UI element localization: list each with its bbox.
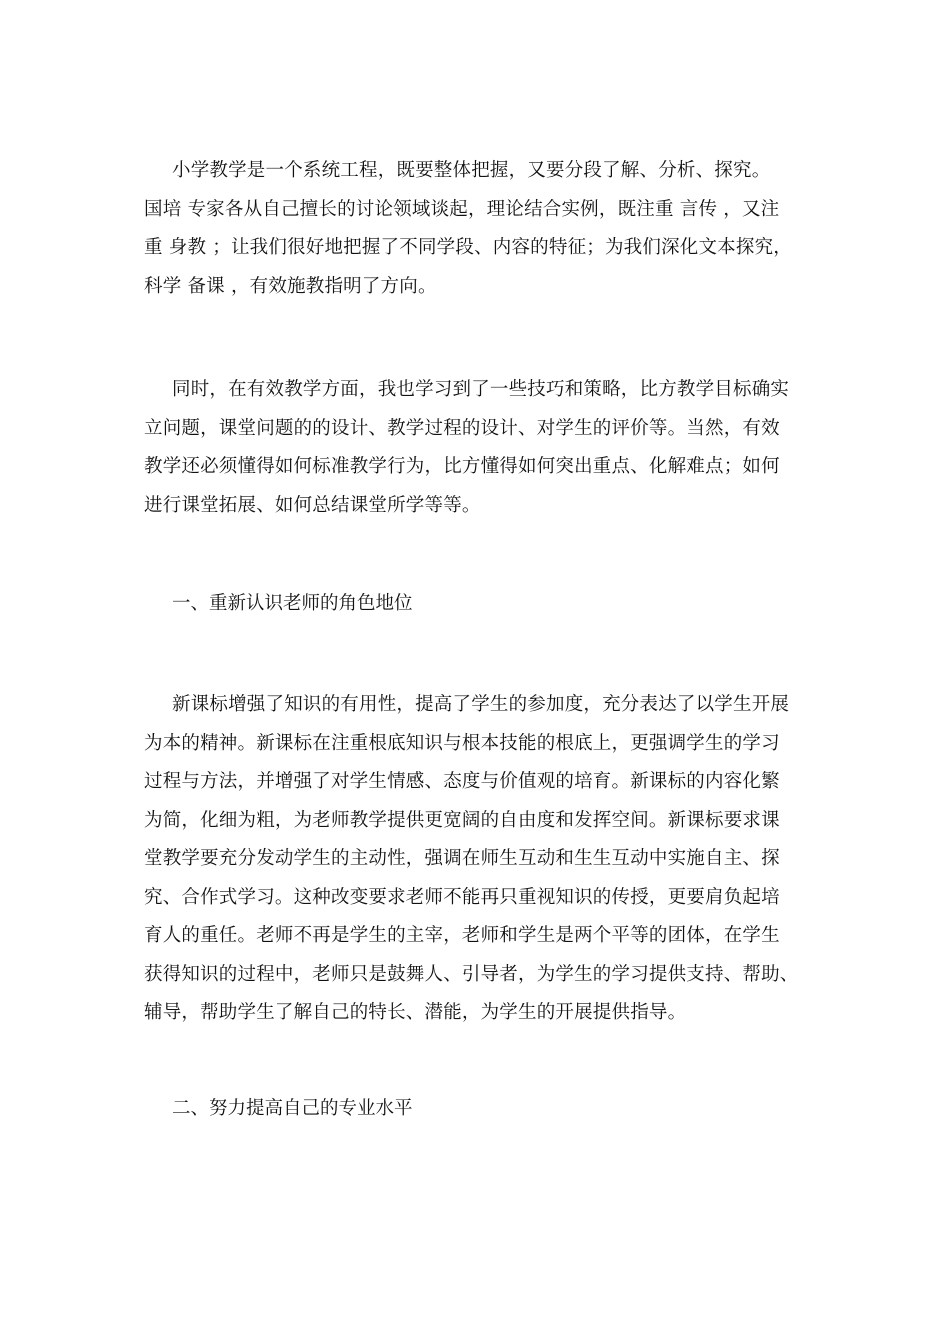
- paragraph-line: 堂教学要充分发动学生的主动性，强调在师生互动和生生互动中实施自主、探: [144, 848, 780, 869]
- paragraph-line: 育人的重任。老师不再是学生的主宰，老师和学生是两个平等的团体，在学生: [144, 925, 780, 946]
- paragraph-line: 辅导，帮助学生了解自己的特长、潜能，为学生的开展提供指导。: [144, 1002, 687, 1023]
- paragraph-effective-teaching: [144, 371, 812, 525]
- paragraph-line: 为本的精神。新课标在注重根底知识与根本技能的根底上，更强调学生的学习: [144, 732, 780, 754]
- paragraph-line: 重 身教 ；让我们很好地把握了不同学段、内容的特征；为我们深化文本探究，: [144, 237, 792, 258]
- paragraph-line: 小学教学是一个系统工程，既要整体把握，又要分段了解、分析、探究。: [172, 160, 771, 181]
- paragraph-line: 新课标增强了知识的有用性，提高了学生的参加度，充分表达了以学生开展: [172, 694, 790, 715]
- section-heading-2: 二、努力提高自己的专业水平: [172, 1098, 413, 1119]
- section-heading-1: 一、重新认识老师的角色地位: [172, 593, 413, 614]
- paragraph-line: 同时，在有效教学方面，我也学习到了一些技巧和策略，比方教学目标确实: [172, 379, 790, 400]
- paragraph-line: 教学还必须懂得如何标准教学行为，比方懂得如何突出重点、化解难点；如何: [144, 456, 780, 477]
- paragraph-line: 为简，化细为粗，为老师教学提供更宽阔的自由度和发挥空间。新课标要求课: [144, 809, 780, 831]
- paragraph-line: 究、合作式学习。这种改变要求老师不能再只重视知识的传授，更要肩负起培: [144, 886, 780, 908]
- paragraph-new-curriculum: [144, 686, 812, 1033]
- paragraph-line: 过程与方法，并增强了对学生情感、态度与价值观的培育。新课标的内容化繁: [144, 771, 780, 792]
- paragraph-line: 立问题，课堂问题的的设计、教学过程的设计、对学生的评价等。当然，有效: [144, 417, 780, 439]
- paragraph-line: 国培 专家各从自己擅长的讨论领域谈起，理论结合实例，既注重 言传 ，又注: [144, 198, 780, 220]
- paragraph-line: 进行课堂拓展、如何总结课堂所学等等。: [144, 494, 481, 516]
- paragraph-intro: [144, 152, 812, 306]
- paragraph-line: 获得知识的过程中，老师只是鼓舞人、引导者，为学生的学习提供支持、帮助、: [144, 963, 799, 985]
- paragraph-line: 科学 备课 ，有效施教指明了方向。: [144, 275, 437, 297]
